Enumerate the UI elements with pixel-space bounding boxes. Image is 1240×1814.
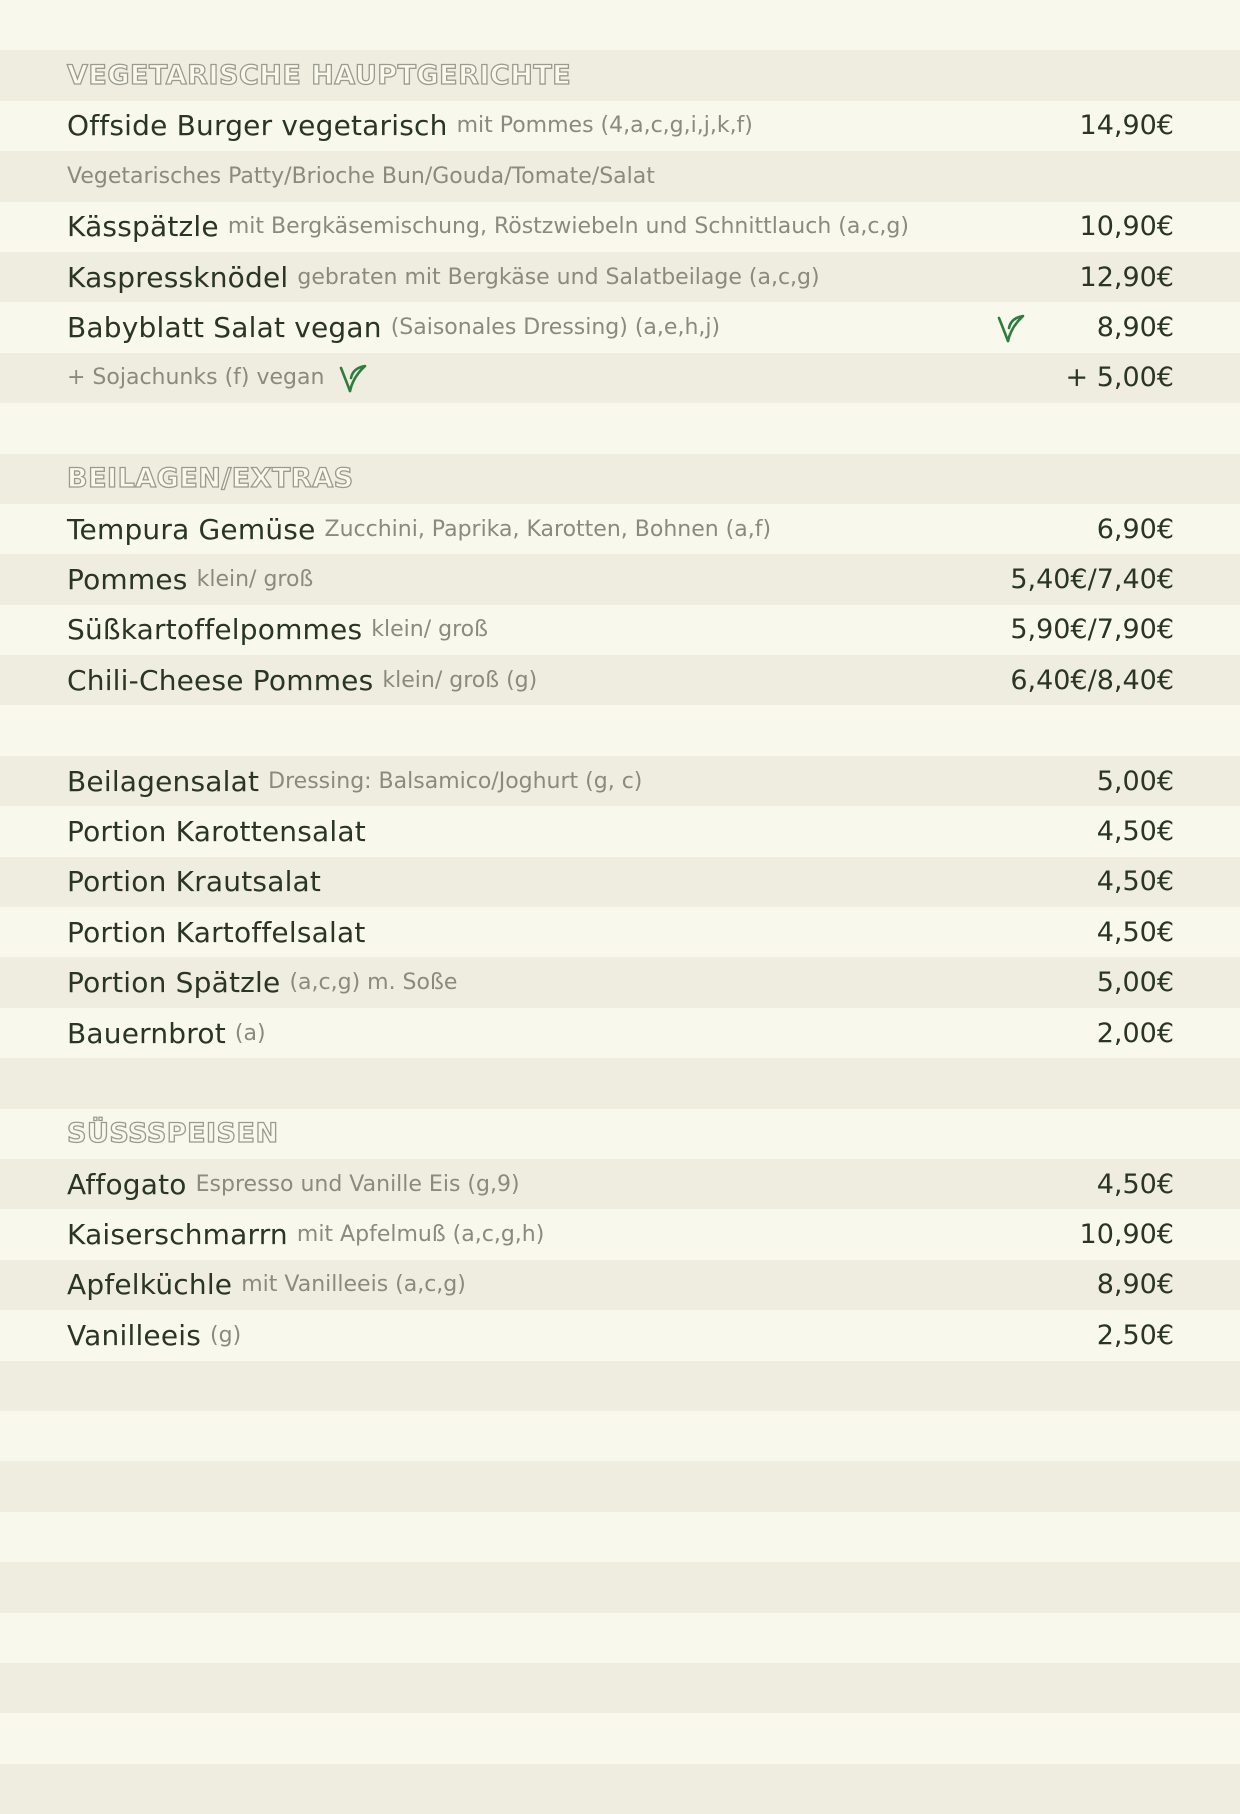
item-description: mit Apfelmuß (a,c,g,h) — [296, 1222, 545, 1248]
item-name: Bauernbrot — [67, 1016, 226, 1050]
menu-item-subline — [0, 151, 1240, 201]
item-price: 6,40€/8,40€ — [1010, 664, 1174, 696]
item-name: Kässpätzle — [67, 210, 219, 244]
item-name: Portion Karottensalat — [67, 814, 366, 848]
spacer-row — [0, 1764, 1240, 1814]
item-description: gebraten mit Bergkäse und Salatbeilage (a,c,g) — [297, 264, 820, 290]
item-price: 4,50€ — [1096, 866, 1174, 898]
menu-item — [0, 202, 1240, 252]
section-title: SÜSSSPEISEN — [67, 1118, 279, 1150]
menu-item — [0, 1209, 1240, 1259]
item-name: Apfelküchle — [67, 1268, 233, 1302]
item-price: 6,90€ — [1096, 513, 1174, 545]
spacer-row — [0, 1512, 1240, 1562]
item-description: (a) — [234, 1020, 266, 1046]
item-price: 14,90€ — [1079, 110, 1174, 142]
menu-item — [0, 302, 1240, 352]
item-name: Pommes — [67, 562, 188, 596]
menu-item — [0, 1260, 1240, 1310]
extra-price: + 5,00€ — [1065, 362, 1174, 394]
spacer-row — [0, 1058, 1240, 1108]
menu-item — [0, 957, 1240, 1007]
item-name: Vanilleeis — [67, 1318, 202, 1352]
item-price: 10,90€ — [1079, 211, 1174, 243]
item-description: klein/ groß — [371, 617, 488, 643]
menu-item — [0, 554, 1240, 604]
item-name: Tempura Gemüse — [67, 512, 316, 546]
item-price: 10,90€ — [1079, 1219, 1174, 1251]
menu-item — [0, 605, 1240, 655]
menu-item — [0, 907, 1240, 957]
item-description: (a,c,g) m. Soße — [289, 970, 458, 996]
item-name: Offside Burger vegetarisch — [67, 109, 448, 143]
spacer-row — [0, 1461, 1240, 1511]
section-heading-vegetarian — [0, 50, 1240, 100]
spacer-row — [0, 1713, 1240, 1763]
spacer-row — [0, 1411, 1240, 1461]
spacer-row — [0, 1562, 1240, 1612]
spacer-row — [0, 1613, 1240, 1663]
item-name: Süßkartoffelpommes — [67, 613, 363, 647]
spacer-row — [0, 403, 1240, 453]
item-price: 5,90€/7,90€ — [1010, 614, 1174, 646]
spacer-row — [0, 1663, 1240, 1713]
item-price: 8,90€ — [1096, 1269, 1174, 1301]
item-description: mit Bergkäsemischung, Röstzwiebeln und Schnittlauch (a,c,g) — [227, 214, 909, 240]
item-subdescription: Vegetarisches Patty/Brioche Bun/Gouda/Tomate/Salat — [67, 163, 655, 189]
item-name: Beilagensalat — [67, 764, 260, 798]
item-price: 2,00€ — [1096, 1017, 1174, 1049]
item-description: mit Pommes (4,a,c,g,i,j,k,f) — [456, 113, 753, 139]
menu-extra — [0, 353, 1240, 403]
menu-item — [0, 857, 1240, 907]
spacer-row — [0, 1361, 1240, 1411]
item-price: 8,90€ — [1096, 312, 1174, 344]
section-heading-desserts — [0, 1109, 1240, 1159]
item-name: Chili-Cheese Pommes — [67, 663, 374, 697]
section-title: VEGETARISCHE HAUPTGERICHTE — [67, 60, 572, 92]
item-description: Espresso und Vanille Eis (g,9) — [195, 1171, 520, 1197]
item-price: 5,00€ — [1096, 765, 1174, 797]
item-name: Affogato — [67, 1167, 187, 1201]
item-name: Portion Kartoffelsalat — [67, 915, 366, 949]
menu-item — [0, 252, 1240, 302]
item-description: (g) — [210, 1322, 242, 1348]
item-name: Kaiserschmarrn — [67, 1218, 288, 1252]
item-description: (Saisonales Dressing) (a,e,h,j) — [390, 315, 721, 341]
item-description: klein/ groß (g) — [382, 667, 538, 693]
vegan-leaf-icon — [996, 312, 1026, 344]
item-name: Portion Krautsalat — [67, 865, 322, 899]
item-price: 4,50€ — [1096, 1168, 1174, 1200]
menu-item — [0, 806, 1240, 856]
item-price: 12,90€ — [1079, 261, 1174, 293]
spacer-row — [0, 0, 1240, 50]
item-name: Babyblatt Salat vegan — [67, 311, 382, 345]
section-title: BEILAGEN/EXTRAS — [67, 463, 354, 495]
menu-item — [0, 655, 1240, 705]
menu-item — [0, 1008, 1240, 1058]
item-price: 4,50€ — [1096, 815, 1174, 847]
menu-item — [0, 101, 1240, 151]
item-name: Kaspressknödel — [67, 260, 289, 294]
section-heading-sides — [0, 454, 1240, 504]
item-description: Zucchini, Paprika, Karotten, Bohnen (a,f) — [324, 516, 772, 542]
menu-item — [0, 1159, 1240, 1209]
menu-item — [0, 756, 1240, 806]
vegan-leaf-icon — [338, 362, 368, 394]
item-description: klein/ groß — [196, 566, 314, 592]
menu-item — [0, 1310, 1240, 1360]
item-price: 5,40€/7,40€ — [1010, 563, 1174, 595]
item-name: Portion Spätzle — [67, 966, 281, 1000]
item-price: 2,50€ — [1096, 1319, 1174, 1351]
extra-label: + Sojachunks (f) vegan — [67, 365, 325, 391]
menu-item — [0, 504, 1240, 554]
spacer-row — [0, 705, 1240, 755]
item-price: 5,00€ — [1096, 967, 1174, 999]
item-description: Dressing: Balsamico/Joghurt (g, c) — [268, 768, 643, 794]
item-price: 4,50€ — [1096, 916, 1174, 948]
item-description: mit Vanilleeis (a,c,g) — [241, 1272, 466, 1298]
